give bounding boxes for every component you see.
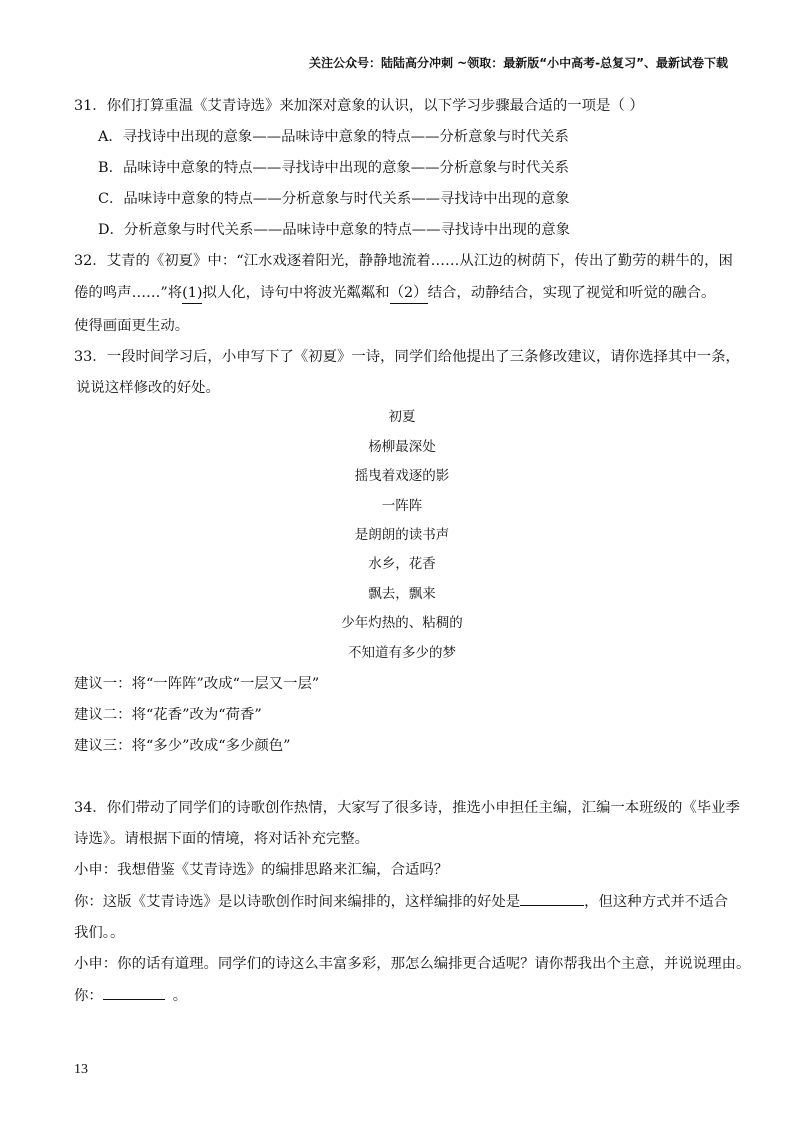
- question-32: [74, 251, 733, 336]
- poem-line: 杨柳最深处: [368, 438, 436, 455]
- page-header: 关注公众号：陆陆高分冲刺 ~领取：最新版“小中高考-总复习”、最新试卷下载: [309, 56, 728, 70]
- poem: [74, 407, 730, 662]
- answer-blank-2[interactable]: （2）: [390, 283, 428, 304]
- question-31-option-b: B．品味诗中意象的特点——寻找诗中出现的意象——分析意象与时代关系: [98, 160, 570, 176]
- question-31-option-a: A．寻找诗中出现的意象——品味诗中意象的特点——分析意象与时代关系: [98, 129, 569, 145]
- document-body: [74, 96, 751, 1006]
- question-34-line-1: 34．你们带动了同学们的诗歌创作热情，大家写了很多诗，推选小申担任主编，汇编一本班级的《毕业季: [74, 799, 740, 816]
- poem-line: 一阵阵: [381, 497, 423, 514]
- dialogue-you-1-cont: 我们。。: [74, 924, 125, 941]
- question-33-line-1: 33．一段时间学习后，小申写下了《初夏》一诗，同学们给他提出了三条修改建议，请你选择其中一条，: [74, 349, 740, 365]
- poem-line: 是朗朗的读书声: [354, 526, 450, 543]
- poem-line: 飘去，飘来: [368, 585, 436, 602]
- dialogue-you-1-text-a: 你：这版《艾青诗选》是以诗歌创作时间来编排的，这样编排的好处是: [74, 893, 521, 910]
- answer-blank-1[interactable]: (1): [182, 283, 202, 304]
- dialogue-you-2: [74, 985, 730, 1006]
- suggestion-1: 建议一：将“一阵阵”改成“一层又一层”: [74, 675, 320, 692]
- question-31-option-d: D．分析意象与时代关系——品味诗中意象的特点——寻找诗中出现的意象: [98, 222, 571, 238]
- question-32-line-1: 32．艾青的《初夏》中：“江水戏逐着阳光，静静地流着……从江边的树荫下，传出了勤劳的耕牛的，困: [74, 253, 733, 269]
- question-31-stem: 31．你们打算重温《艾青诗选》来加深对意象的认识，以下学习步骤最合适的一项是（ ）: [74, 98, 644, 114]
- question-32-text-c: 结合，动静结合，实现了视觉和听觉的融合。: [427, 285, 716, 301]
- question-34-line-2: 诗选》。请根据下面的情境，将对话补充完整。: [74, 830, 370, 847]
- question-31-option-c: C．品味诗中意象的特点——分析意象与时代关系——寻找诗中出现的意象: [98, 191, 570, 207]
- question-34: [74, 798, 751, 1006]
- question-32-line-2: [74, 283, 730, 304]
- dialogue-you-2-text-b: 。: [172, 987, 188, 1004]
- dialogue-you-2-text-a: 你：: [74, 987, 103, 1004]
- question-31: [74, 96, 730, 240]
- dialogue-xiaoshen-2: 小申：你的话有道理。同学们的诗这么丰富多彩，那怎么编排更合适呢？请你帮我出个主意，并说说理由。: [74, 955, 751, 972]
- question-33-line-2: 说说这样修改的好处。: [76, 380, 220, 396]
- suggestion-2: 建议二：将“花香”改为“荷香”: [74, 706, 262, 723]
- poem-line: 少年灼热的、粘稠的: [341, 615, 463, 632]
- page-number: 13: [74, 1062, 88, 1077]
- question-32-line-3: 使得画面更生动。: [74, 318, 190, 334]
- poem-title: 初夏: [388, 409, 416, 426]
- answer-blank-3[interactable]: [520, 891, 584, 906]
- poem-line: 不知道有多少的梦: [348, 644, 456, 661]
- suggestion-3: 建议三：将“多少”改成“多少颜色”: [74, 737, 291, 754]
- question-32-text-a: 倦的鸣声……”将: [74, 285, 183, 301]
- question-32-text-b: 拟人化，诗句中将波光粼粼和: [202, 285, 390, 301]
- poem-line: 水乡，花香: [368, 556, 436, 573]
- dialogue-you-1-text-b: ，但这种方式并不适合: [584, 893, 729, 910]
- question-33: [74, 347, 740, 756]
- answer-blank-4[interactable]: [103, 985, 165, 1000]
- poem-line: 摇曳着戏逐的影: [354, 468, 450, 485]
- dialogue-you-1: [74, 891, 730, 912]
- dialogue-xiaoshen-1: 小申：我想借鉴《艾青诗选》的编排思路来汇编，合适吗？: [74, 861, 449, 878]
